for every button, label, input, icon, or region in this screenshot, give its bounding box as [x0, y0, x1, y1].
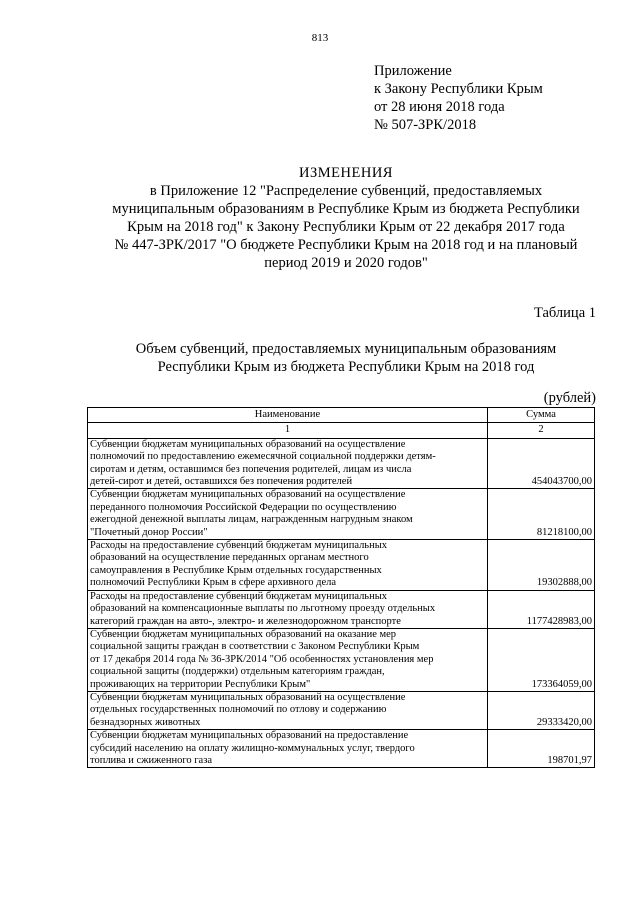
- row-amount: 19302888,00: [488, 540, 595, 591]
- row-name-line: Расходы на предоставление субвенций бюджетам муниципальных: [90, 540, 388, 552]
- table-row: [88, 730, 595, 768]
- table-row: [88, 590, 595, 628]
- row-name-line: от 17 декабря 2014 года № 36-ЗРК/2014 "Об особенностях установления мер: [90, 653, 434, 665]
- row-name-line: Субвенции бюджетам муниципальных образований на осуществление: [90, 691, 406, 703]
- row-name: [88, 691, 488, 729]
- subventions-table: [87, 407, 595, 768]
- column-number: 2: [488, 423, 595, 438]
- row-name-line: социальной защиты (поддержки) отдельным категориям граждан,: [90, 666, 385, 678]
- row-name-line: полномочий Республики Крым в сфере архивного дела: [90, 577, 337, 589]
- row-name-line: полномочий по предоставлению ежемесячной социальной поддержки детям-: [90, 451, 436, 463]
- row-name-line: образований на компенсационные выплаты по льготному проезду отдельных: [90, 603, 436, 615]
- row-name-line: отдельных государственных полномочий по отлову и содержанию: [90, 704, 387, 716]
- heading-line: № 447-ЗРК/2017 "О бюджете Республики Крым на 2018 год и на плановый: [114, 237, 578, 253]
- row-name: [88, 590, 488, 628]
- row-name-line: "Почетный донор России": [90, 526, 208, 538]
- appendix-line: Приложение: [374, 63, 452, 79]
- appendix-line: к Закону Республики Крым: [374, 81, 543, 97]
- row-name-line: социальной защиты граждан в соответствии с Законом Республики Крым: [90, 641, 420, 653]
- heading-line: Крым на 2018 год" к Закону Республики Крым от 22 декабря 2017 года: [127, 219, 565, 235]
- row-amount: 198701,97: [488, 730, 595, 768]
- heading-title: ИЗМЕНЕНИЯ: [299, 165, 393, 181]
- row-name-line: Субвенции бюджетам муниципальных образований на осуществление: [90, 438, 406, 450]
- row-name-line: самоуправления в Республике Крым отдельных государственных: [90, 564, 382, 576]
- row-amount: 173364059,00: [488, 628, 595, 691]
- heading-line: муниципальным образованиям в Республике Крым из бюджета Республики: [112, 201, 580, 217]
- column-number: 1: [88, 423, 488, 438]
- units-label: (рублей): [543, 390, 596, 406]
- page-number: 813: [311, 32, 329, 44]
- row-name-line: детей-сирот и детей, оставшихся без попечения родителей: [90, 476, 353, 488]
- document-heading: [88, 164, 604, 272]
- table-caption-line: Объем субвенций, предоставляемых муниципальным образованиям: [135, 341, 557, 357]
- table-caption-line: Республики Крым из бюджета Республики Крым на 2018 год: [157, 359, 535, 375]
- row-name: [88, 438, 488, 489]
- heading-line: период 2019 и 2020 годов": [264, 255, 428, 271]
- row-name-line: категорий граждан на авто-, электро- и железнодорожном транспорте: [90, 615, 401, 627]
- table-row: [88, 540, 595, 591]
- row-name: [88, 540, 488, 591]
- table-row: [88, 628, 595, 691]
- column-number-row: [88, 423, 595, 438]
- table-row: [88, 438, 595, 489]
- header-amount: Сумма: [488, 408, 595, 423]
- row-name-line: образований на осуществление переданных органам местного: [90, 552, 369, 564]
- table-header-row: [88, 408, 595, 423]
- row-name: [88, 730, 488, 768]
- row-amount: 81218100,00: [488, 489, 595, 540]
- row-name-line: Субвенции бюджетам муниципальных образований на осуществление: [90, 489, 406, 501]
- row-name: [88, 489, 488, 540]
- row-name-line: безнадзорных животных: [90, 716, 201, 728]
- table-row: [88, 691, 595, 729]
- row-name-line: Расходы на предоставление субвенций бюджетам муниципальных: [90, 590, 388, 602]
- header-name: Наименование: [88, 408, 488, 423]
- appendix-block: [374, 62, 543, 134]
- row-name-line: переданного полномочия Российской Федерации по осуществлению: [90, 501, 397, 513]
- row-amount: 1177428983,00: [488, 590, 595, 628]
- heading-line: в Приложение 12 "Распределение субвенций, предоставляемых: [149, 183, 543, 199]
- row-amount: 29333420,00: [488, 691, 595, 729]
- row-name-line: субсидий населению на оплату жилищно-коммунальных услуг, твердого: [90, 742, 415, 754]
- row-name: [88, 628, 488, 691]
- row-name-line: Субвенции бюджетам муниципальных образований на предоставление: [90, 730, 409, 742]
- table-label: Таблица 1: [533, 305, 596, 321]
- row-amount: 454043700,00: [488, 438, 595, 489]
- appendix-line: № 507-ЗРК/2018: [374, 117, 477, 133]
- row-name-line: сиротам и детям, оставшимся без попечения родителей, лицам из числа: [90, 463, 412, 475]
- table-caption: [88, 340, 604, 376]
- row-name-line: ежегодной денежной выплаты лицам, награжденным нагрудным знаком: [90, 514, 413, 526]
- row-name-line: топлива и сжиженного газа: [90, 754, 213, 766]
- row-name-line: проживающих на территории Республики Крым": [90, 678, 311, 690]
- table-row: [88, 489, 595, 540]
- row-name-line: Субвенции бюджетам муниципальных образований на оказание мер: [90, 628, 397, 640]
- appendix-line: от 28 июня 2018 года: [374, 99, 505, 115]
